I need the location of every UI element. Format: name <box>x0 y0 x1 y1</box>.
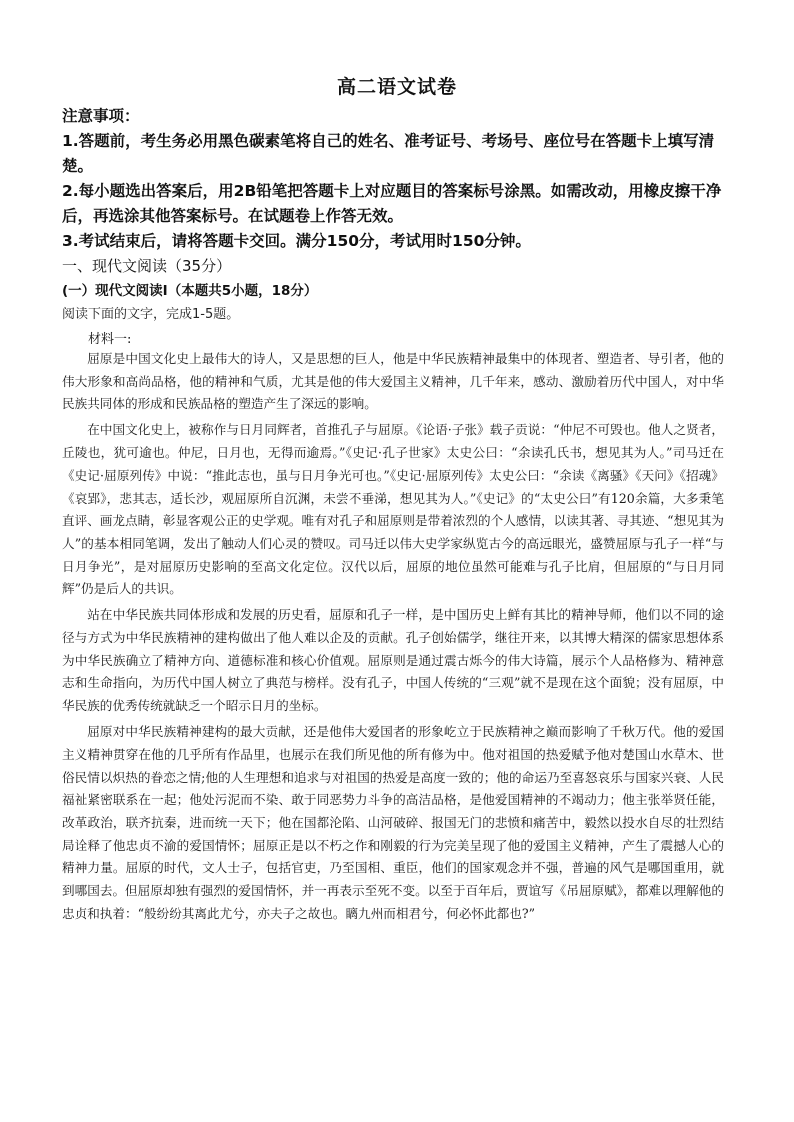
notice-item: 2.每小题选出答案后，用2B铅笔把答题卡上对应题目的答案标号涂黑。如需改动，用橡皮擦干净后，再选涂其他答案标号。在试题卷上作答无效。 <box>62 182 722 225</box>
passage-paragraph: 在中国文化史上，被称作与日月同辉者，首推孔子与屈原。《论语·子张》载子贡说：“仲尼不可毁也。他人之贤者，丘陵也，犹可逾也。仲尼，日月也，无得而逾焉。”《史记·孔子世家》太史公曰：“余读孔氏书，想见其为人。”司马迁在《史记·屈原列传》中说：“推此志也，虽与日月争光可也。”《史记·屈原列传》太史公曰：“余读《离骚》《天问》《招魂》《哀郢》，悲其志，适长沙，观屈原所自沉渊，未尝不垂涕，想见其为人。”《史记》的“太史公曰”有120余篇，大多秉笔直评、画龙点睛，彰显客观公正的史学观。唯有对孔子和屈原则是带着浓烈的个人感情，以读其著、寻其迹、“想见其为人”的基本相同笔调，发出了触动人们心灵的赞叹。司马迁以伟大史学家纵览古今的高远眼光，盛赞屈原与孔子一样“与日月争光”，是对屈原历史影响的至高文化定位。汉代以后，屈原的地位虽然可能难与孔子比肩，但屈原的“与日月同辉”仍是后人的共识。 <box>62 422 724 597</box>
section-heading: 一、现代文阅读（35分） <box>62 257 232 275</box>
passage-paragraph: 屈原对中华民族精神建构的最大贡献，还是他伟大爱国者的形象屹立于民族精神之巅而影响了千秋万代。他的爱国主义精神贯穿在他的几乎所有作品里，也展示在我们所见他的所有修为中。他对祖国的热爱赋予他对楚国山水草木、世俗民情以炽热的眷恋之情;他的人生理想和追求与对祖国的热爱是高度一致的；他的命运乃至喜怒哀乐与国家兴衰、人民福祉紧密联系在一起；他处污泥而不染、敢于同恶势力斗争的高洁品格，是他爱国精神的不竭动力；他主张举贤任能，改革政治，联齐抗秦，进而统一天下；他在国都沦陷、山河破碎、报国无门的悲愤和痛苦中，毅然以投水自尽的壮烈结局诠释了他忠贞不渝的爱国情怀；屈原正是以不朽之作和刚毅的行为完美呈现了他的爱国主义精神，产生了震撼人心的精神力量。屈原的时代，文人士子，包括官吏，乃至国相、重臣，他们的国家观念并不强，普遍的风气是哪国重用，就到哪国去。但屈原却独有强烈的爱国情怀，并一再表示至死不变。以至于百年后，贾谊写《吊屈原赋》，都难以理解他的忠贞和执着：“般纷纷其离此尤兮，亦夫子之故也。瞝九州而相君兮，何必怀此都也?” <box>62 724 724 921</box>
reading-passage <box>62 348 724 929</box>
passage-paragraph: 屈原是中国文化史上最伟大的诗人，又是思想的巨人，他是中华民族精神最集中的体现者、塑造者、导引者，他的伟大形象和高尚品格，他的精神和气质，尤其是他的伟大爱国主义精神，几千年来，感动、激励着历代中国人，对中华民族共同体的形成和民族品格的塑造产生了深远的影响。 <box>62 351 724 412</box>
subsection-heading: (一）现代文阅读Ⅰ（本题共5小题，18分） <box>62 283 318 299</box>
notice-item: 1.答题前，考生务必用黑色碳素笔将自己的姓名、准考证号、考场号、座位号在答题卡上填写清楚。 <box>62 132 715 175</box>
notice-block <box>62 104 742 254</box>
material-label: 材料一: <box>88 332 132 347</box>
notice-item: 3.考试结束后，请将答题卡交回。满分150分，考试用时150分钟。 <box>62 232 531 250</box>
page-title: 高二语文试卷 <box>336 76 457 98</box>
reading-instruction: 阅读下面的文字，完成1-5题。 <box>62 307 240 322</box>
passage-paragraph: 站在中华民族共同体形成和发展的历史看，屈原和孔子一样，是中国历史上鲜有其比的精神导师，他们以不同的途径与方式为中华民族精神的建构做出了他人难以企及的贡献。孔子创始儒学，继往开来，以其博大精深的儒家思想体系为中华民族确立了精神方向、道德标准和核心价值观。屈原则是通过震古烁今的伟大诗篇，展示个人品格修为、精神意志和生命指向，为历代中国人树立了典范与榜样。没有孔子，中国人传统的“三观”就不是现在这个面貌；没有屈原，中华民族的优秀传统就缺乏一个昭示日月的坐标。 <box>62 607 724 714</box>
notice-heading: 注意事项： <box>62 107 140 125</box>
